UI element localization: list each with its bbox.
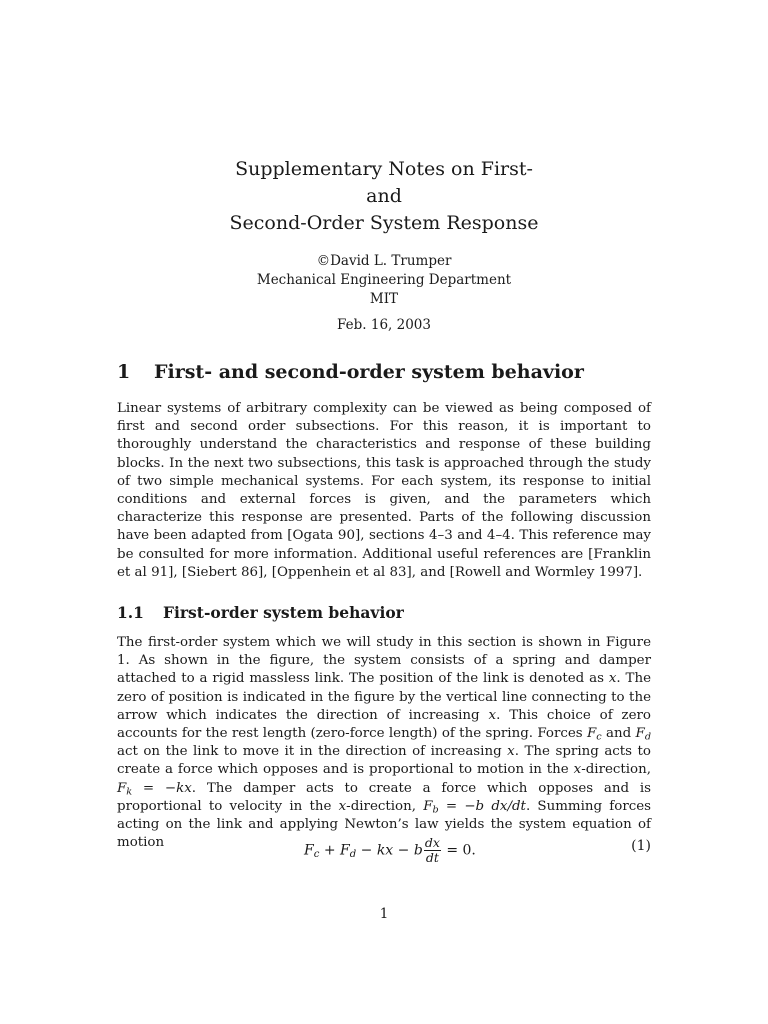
text-run: = − xyxy=(132,780,177,796)
text-run: . The spring acts to create a force which opposes and is proportional to motion in the xyxy=(117,744,651,778)
math-subscript: d xyxy=(349,849,357,861)
math-var: b dx/dt xyxy=(475,798,526,814)
math-subscript: c xyxy=(596,731,602,743)
page-number: 1 xyxy=(379,906,389,922)
author-institution: MIT xyxy=(369,291,399,307)
math-var: F xyxy=(340,842,350,859)
math-subscript: d xyxy=(644,731,651,743)
author-department: Mechanical Engineering Department xyxy=(256,272,512,288)
math-op: − xyxy=(356,842,377,859)
text-run: . The zero of position is indicated in the figure by the vertical line connecting to the arrow which indicates the direction of increasing xyxy=(117,671,651,723)
paper-title xyxy=(117,156,651,237)
text-run: -direction, xyxy=(346,798,424,814)
math-var: F xyxy=(304,842,314,859)
math-var: x xyxy=(488,707,497,723)
math-var: x xyxy=(507,744,515,760)
text-run: . Summing forces acting on the link and applying Newton’s law yields the system equation of motion xyxy=(117,798,652,851)
page xyxy=(117,0,651,1024)
math-var: x xyxy=(573,762,582,778)
text-run: The first-order system which we will study in this section is shown in Figure 1. As shown in the figure, the system consists of a spring and damper attached to a rigid massless link. The position of the link is denoted as xyxy=(117,635,651,687)
math-var: x xyxy=(338,798,347,814)
math-op: − xyxy=(393,842,414,859)
title-line-1: Supplementary Notes on First- xyxy=(235,158,533,180)
text-run: . This choice of zero accounts for the rest length (zero-force length) of the spring. Forces xyxy=(117,707,651,742)
subsection-number: 1.1 xyxy=(117,603,144,622)
text-run: -direction, xyxy=(581,762,651,778)
math-var: kx xyxy=(176,780,192,796)
math-op: + xyxy=(319,842,341,859)
math-var: b xyxy=(413,842,423,859)
equation-1 xyxy=(117,828,651,868)
math-var: F xyxy=(587,726,597,742)
math-subscript: b xyxy=(432,804,439,816)
author-block xyxy=(117,252,651,309)
math-subscript: k xyxy=(126,786,133,798)
math-var: F xyxy=(117,780,127,796)
equation-number: (1) xyxy=(631,838,651,854)
subsection-heading-1-1 xyxy=(117,603,404,622)
subsection-title: First-order system behavior xyxy=(163,603,404,622)
text-run: and xyxy=(601,726,636,742)
section-number: 1 xyxy=(117,361,131,383)
publication-date: Feb. 16, 2003 xyxy=(337,317,431,333)
title-line-3: Second-Order System Response xyxy=(229,212,539,234)
math-var: x xyxy=(608,671,617,687)
text-run: . The damper acts to create a force which opposes and is proportional to velocity in the xyxy=(117,780,652,814)
section-1-paragraph: Linear systems of arbitrary complexity can be viewed as being composed of first and second order subsections. For this reason, it is important to thoroughly understand the characteristics and response of these building blocks. In the next two subsections, this task is approached through the study of two simple mechanical systems. For each system, its response to initial conditions and external forces is given, and the parameters which characterize this response are presented. Parts of the following discussion have been adapted from [Ogata 90], sections 4–3 and 4–4. This reference may be consulted for more information. Additional useful references are [Franklin et al 91], [Siebert 86], [Oppenhein et al 83], and [Rowell and Wormley 1997]. xyxy=(117,401,651,580)
fraction-denominator: dt xyxy=(425,850,439,865)
math-var: F xyxy=(635,726,645,742)
title-line-2: and xyxy=(366,185,402,207)
section-heading-1 xyxy=(117,361,584,383)
section-title: First- and second-order system behavior xyxy=(154,361,584,383)
text-run: = − xyxy=(438,798,476,814)
derivative-fraction xyxy=(424,836,441,865)
math-var: kx xyxy=(376,842,394,859)
equation-body xyxy=(304,836,476,865)
fraction-numerator: dx xyxy=(424,835,440,850)
math-var: F xyxy=(423,798,433,814)
text-run: act on the link to move it in the direction of increasing xyxy=(117,744,508,760)
math-op: = 0. xyxy=(441,842,476,859)
author-name: ©David L. Trumper xyxy=(316,253,452,269)
math-subscript: c xyxy=(313,849,320,861)
subsection-1-1-paragraph xyxy=(117,634,651,852)
